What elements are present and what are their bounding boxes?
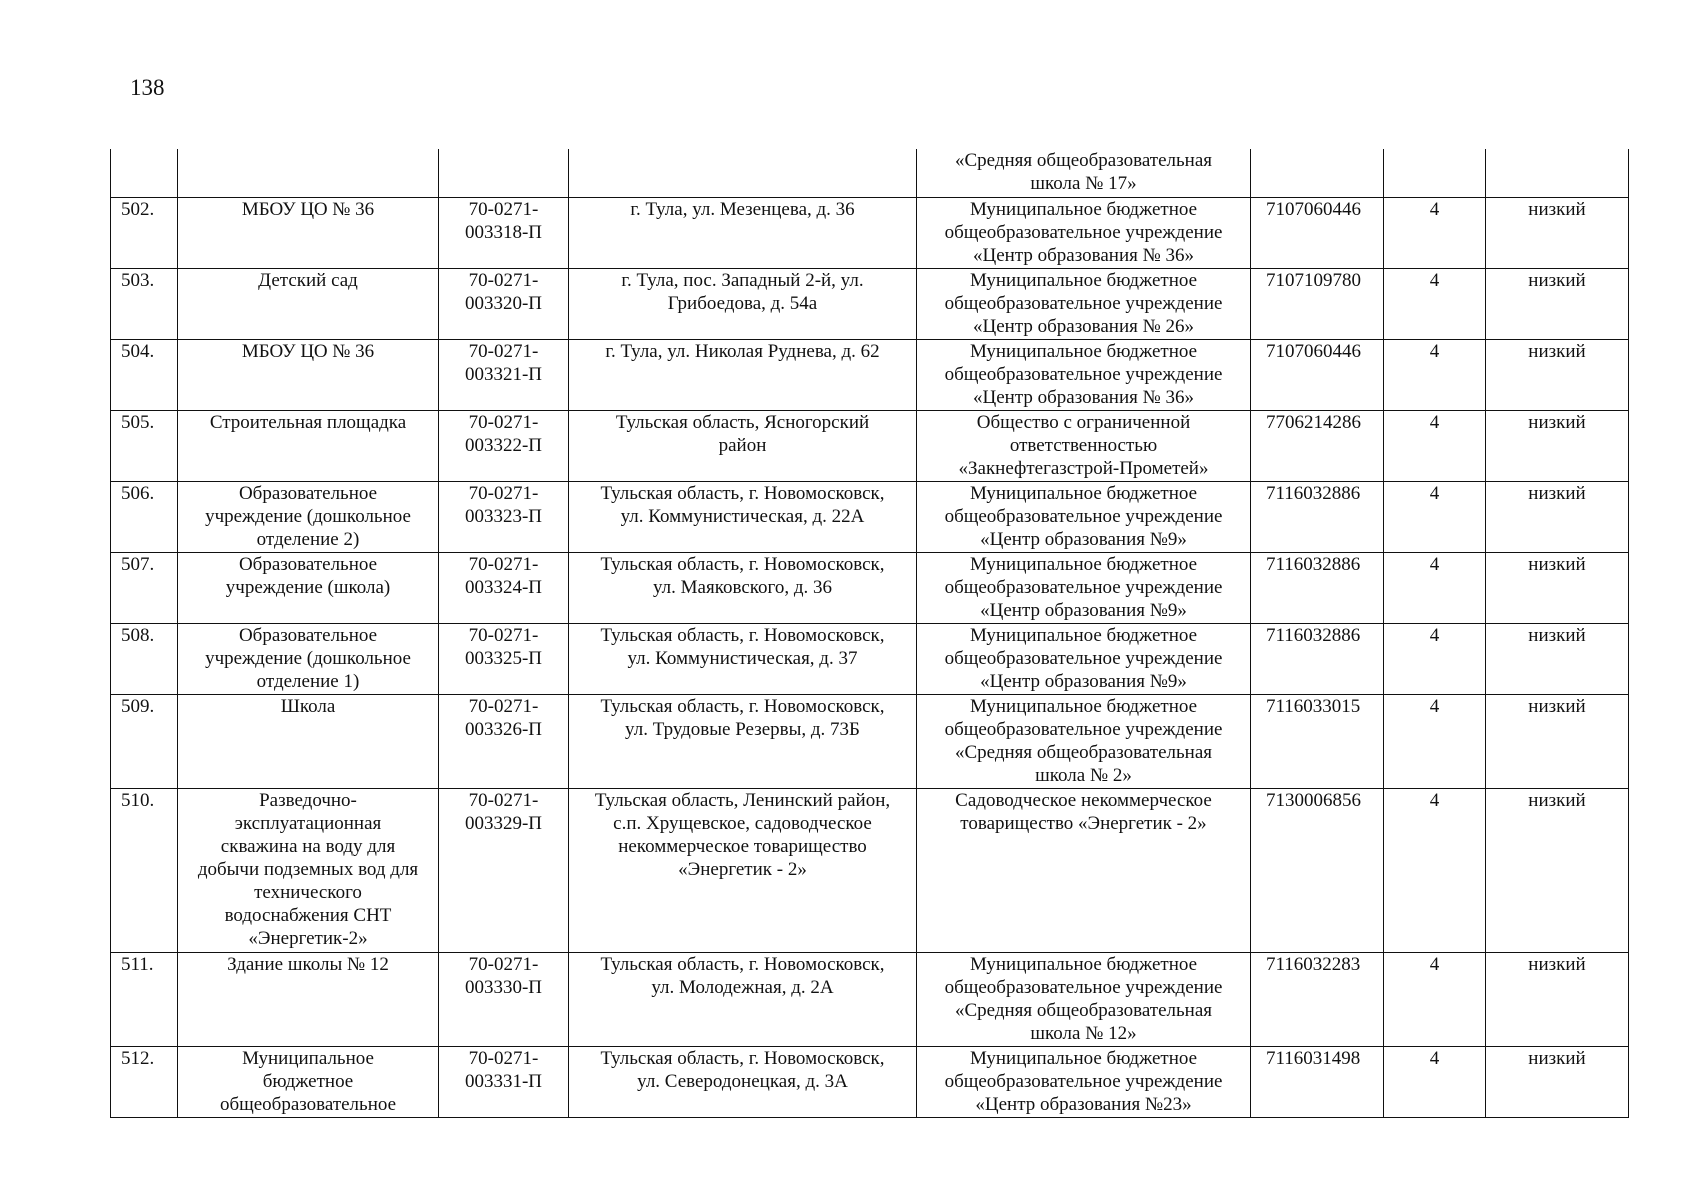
object-category: 4 (1384, 694, 1486, 788)
operator-inn: 7706214286 (1251, 410, 1384, 481)
object-category: 4 (1384, 788, 1486, 952)
object-category: 4 (1384, 952, 1486, 1046)
object-name: Разведочно- эксплуатационная скважина на воду для добычи подземных вод для технического водоснабжения СНТ «Энергетик-2» (178, 788, 439, 952)
object-name: Образовательное учреждение (дошкольное отделение 2) (178, 481, 439, 552)
table-row (111, 410, 1629, 481)
operator-inn (1251, 149, 1384, 197)
row-number: 504. (111, 339, 178, 410)
object-address: Тульская область, Ленинский район, с.п. Хрущевское, садоводческое некоммерческое товарищество «Энергетик - 2» (569, 788, 917, 952)
risk-level: низкий (1486, 410, 1629, 481)
object-category: 4 (1384, 410, 1486, 481)
object-code: 70-0271- 003318-П (439, 197, 569, 268)
object-code: 70-0271- 003322-П (439, 410, 569, 481)
object-name: Школа (178, 694, 439, 788)
object-category: 4 (1384, 623, 1486, 694)
table-row (111, 623, 1629, 694)
operator-inn: 7116032283 (1251, 952, 1384, 1046)
object-name: МБОУ ЦО № 36 (178, 197, 439, 268)
table-row (111, 694, 1629, 788)
operator-name: Муниципальное бюджетное общеобразовательное учреждение «Центр образования №9» (917, 552, 1251, 623)
object-code: 70-0271- 003326-П (439, 694, 569, 788)
object-category (1384, 149, 1486, 197)
object-address: Тульская область, Ясногорский район (569, 410, 917, 481)
operator-inn: 7116032886 (1251, 481, 1384, 552)
operator-name: Муниципальное бюджетное общеобразовательное учреждение «Центр образования № 36» (917, 339, 1251, 410)
operator-inn: 7107060446 (1251, 197, 1384, 268)
object-address: Тульская область, г. Новомосковск, ул. Молодежная, д. 2А (569, 952, 917, 1046)
operator-name: Муниципальное бюджетное общеобразовательное учреждение «Центр образования №9» (917, 481, 1251, 552)
operator-inn: 7116032886 (1251, 552, 1384, 623)
risk-level: низкий (1486, 339, 1629, 410)
table-row (111, 339, 1629, 410)
table-row (111, 149, 1629, 197)
object-code: 70-0271- 003321-П (439, 339, 569, 410)
row-number: 512. (111, 1046, 178, 1117)
operator-name: Муниципальное бюджетное общеобразовательное учреждение «Средняя общеобразовательная школа № 2» (917, 694, 1251, 788)
risk-level: низкий (1486, 694, 1629, 788)
object-address: Тульская область, г. Новомосковск, ул. Коммунистическая, д. 22А (569, 481, 917, 552)
object-category: 4 (1384, 481, 1486, 552)
operator-name: Садоводческое некоммерческое товарищество «Энергетик - 2» (917, 788, 1251, 952)
object-name: Образовательное учреждение (дошкольное отделение 1) (178, 623, 439, 694)
operator-name: Муниципальное бюджетное общеобразовательное учреждение «Центр образования №23» (917, 1046, 1251, 1117)
table-row (111, 788, 1629, 952)
row-number: 511. (111, 952, 178, 1046)
object-code: 70-0271- 003325-П (439, 623, 569, 694)
risk-level: низкий (1486, 481, 1629, 552)
risk-level: низкий (1486, 268, 1629, 339)
risk-level: низкий (1486, 552, 1629, 623)
object-address: Тульская область, г. Новомосковск, ул. Трудовые Резервы, д. 73Б (569, 694, 917, 788)
operator-inn: 7107109780 (1251, 268, 1384, 339)
operator-name: Муниципальное бюджетное общеобразовательное учреждение «Центр образования № 26» (917, 268, 1251, 339)
risk-level (1486, 149, 1629, 197)
object-address: Тульская область, г. Новомосковск, ул. Северодонецкая, д. 3А (569, 1046, 917, 1117)
table-row (111, 481, 1629, 552)
object-address: Тульская область, г. Новомосковск, ул. Маяковского, д. 36 (569, 552, 917, 623)
object-category: 4 (1384, 552, 1486, 623)
object-category: 4 (1384, 268, 1486, 339)
table-row (111, 197, 1629, 268)
risk-level: низкий (1486, 1046, 1629, 1117)
row-number: 508. (111, 623, 178, 694)
object-address: Тульская область, г. Новомосковск, ул. Коммунистическая, д. 37 (569, 623, 917, 694)
object-address: г. Тула, ул. Мезенцева, д. 36 (569, 197, 917, 268)
object-address: г. Тула, пос. Западный 2-й, ул. Грибоедова, д. 54а (569, 268, 917, 339)
object-name: Образовательное учреждение (школа) (178, 552, 439, 623)
object-name: Строительная площадка (178, 410, 439, 481)
object-code: 70-0271- 003329-П (439, 788, 569, 952)
object-code: 70-0271- 003331-П (439, 1046, 569, 1117)
object-category: 4 (1384, 197, 1486, 268)
object-code (439, 149, 569, 197)
operator-inn: 7116032886 (1251, 623, 1384, 694)
object-name: Муниципальное бюджетное общеобразовательное (178, 1046, 439, 1117)
row-number: 507. (111, 552, 178, 623)
object-category: 4 (1384, 1046, 1486, 1117)
registry-table (110, 149, 1629, 1118)
operator-name: Муниципальное бюджетное общеобразовательное учреждение «Центр образования № 36» (917, 197, 1251, 268)
object-address (569, 149, 917, 197)
operator-name: Общество с ограниченной ответственностью «Закнефтегазстрой-Прометей» (917, 410, 1251, 481)
object-code: 70-0271- 003330-П (439, 952, 569, 1046)
table-row (111, 268, 1629, 339)
operator-name: «Средняя общеобразовательная школа № 17» (917, 149, 1251, 197)
object-code: 70-0271- 003320-П (439, 268, 569, 339)
row-number: 505. (111, 410, 178, 481)
row-number: 502. (111, 197, 178, 268)
risk-level: низкий (1486, 197, 1629, 268)
risk-level: низкий (1486, 623, 1629, 694)
row-number: 510. (111, 788, 178, 952)
object-name: Здание школы № 12 (178, 952, 439, 1046)
row-number: 506. (111, 481, 178, 552)
operator-inn: 7107060446 (1251, 339, 1384, 410)
object-name: МБОУ ЦО № 36 (178, 339, 439, 410)
operator-inn: 7130006856 (1251, 788, 1384, 952)
object-name (178, 149, 439, 197)
object-code: 70-0271- 003323-П (439, 481, 569, 552)
page-number: 138 (130, 75, 165, 100)
row-number: 503. (111, 268, 178, 339)
operator-name: Муниципальное бюджетное общеобразовательное учреждение «Центр образования №9» (917, 623, 1251, 694)
object-category: 4 (1384, 339, 1486, 410)
row-number: 509. (111, 694, 178, 788)
table-row (111, 952, 1629, 1046)
object-code: 70-0271- 003324-П (439, 552, 569, 623)
risk-level: низкий (1486, 788, 1629, 952)
row-number (111, 149, 178, 197)
table-row (111, 1046, 1629, 1117)
operator-name: Муниципальное бюджетное общеобразовательное учреждение «Средняя общеобразовательная школа № 12» (917, 952, 1251, 1046)
table-row (111, 552, 1629, 623)
object-address: г. Тула, ул. Николая Руднева, д. 62 (569, 339, 917, 410)
operator-inn: 7116031498 (1251, 1046, 1384, 1117)
risk-level: низкий (1486, 952, 1629, 1046)
operator-inn: 7116033015 (1251, 694, 1384, 788)
object-name: Детский сад (178, 268, 439, 339)
